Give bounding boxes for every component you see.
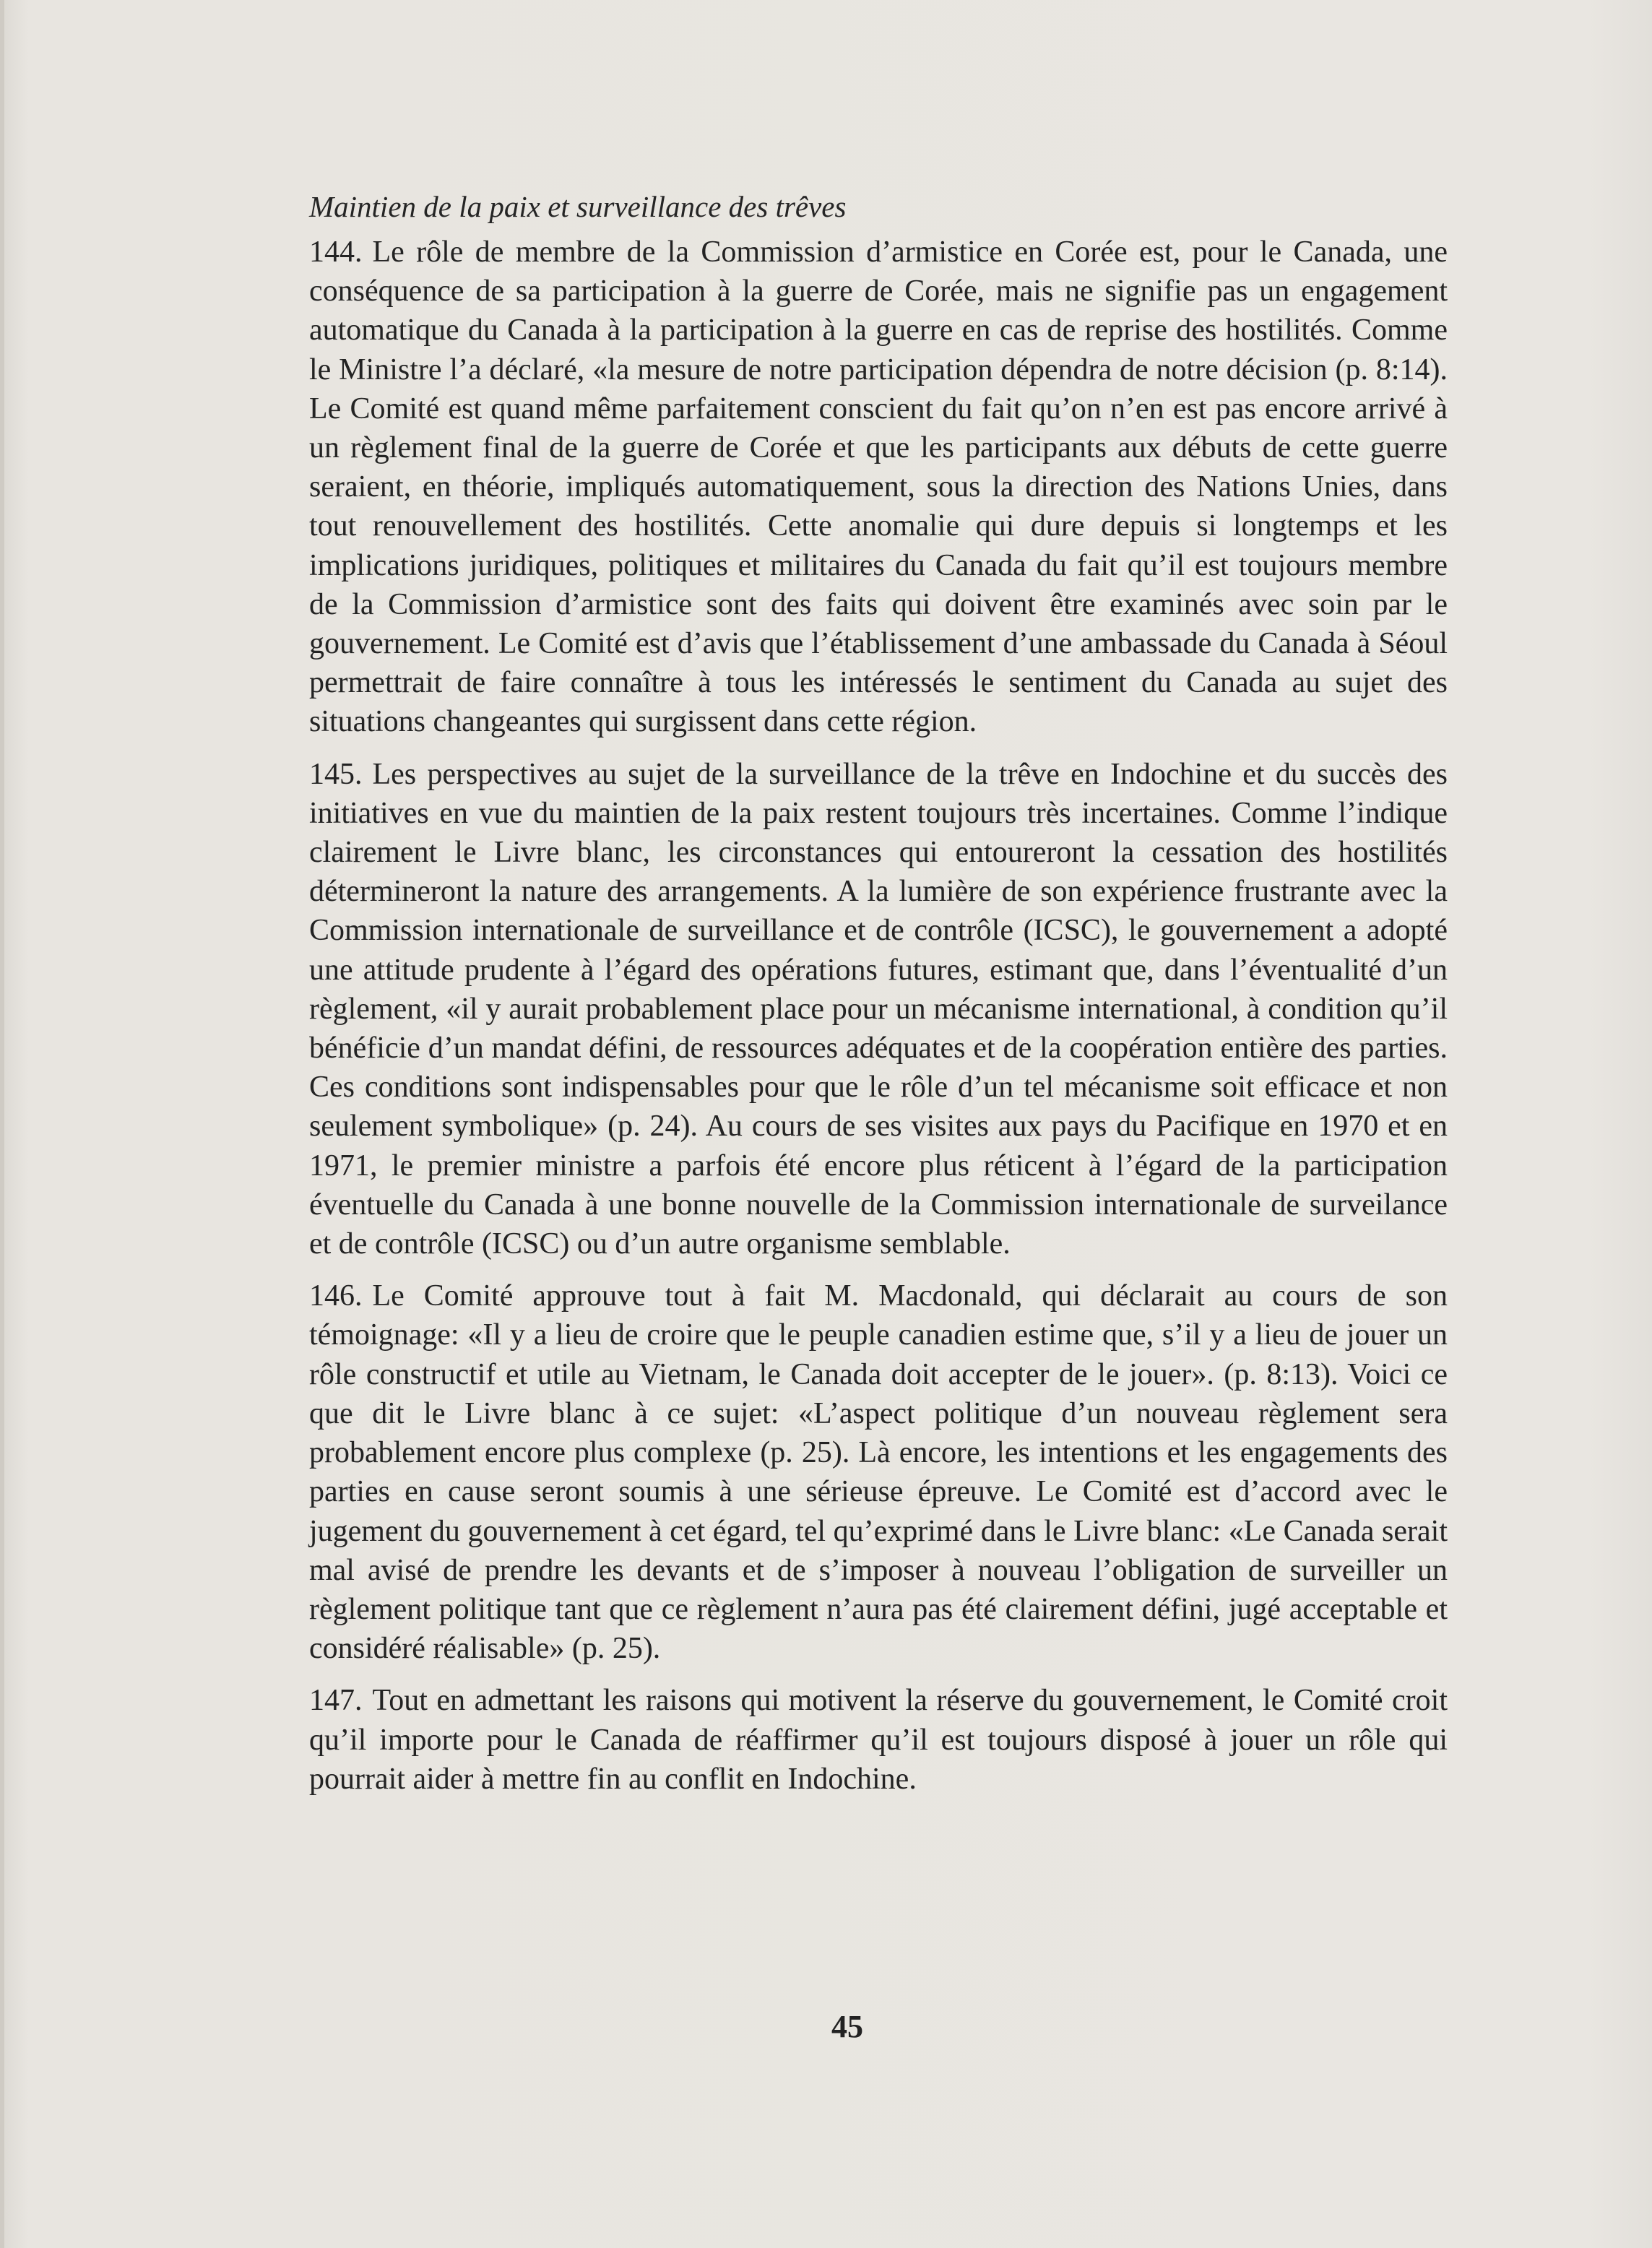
paragraph-number: 147. — [309, 1684, 363, 1718]
paragraph-144 — [309, 233, 1448, 742]
page-content — [309, 186, 1448, 1812]
paragraph-145 — [309, 755, 1448, 1264]
paragraph-text: Le Comité approuve tout à fait M. Macdonald, qui déclarait au cours de son témoignage: «Il y a lieu de croire que le peuple canadien estime que, s’il y a lieu de jouer un rôle constructif et utile au Vietnam, le Canada doit accepter de le jouer». (p. 8:13). Voici ce que dit le Livre blanc à ce sujet: «L’aspect politique d’un nouveau règlement sera probablement encore plus complexe (p. 25). Là encore, les intentions et les engagements des parties en cause seront soumis à une sérieuse épreuve. Le Comité est d’accord avec le jugement du gouvernement à cet égard, tel qu’exprimé dans le Livre blanc: «Le Canada serait mal avisé de prendre les devants et de s’imposer à nouveau l’obligation de surveiller un règlement politique tant que ce règlement n’aura pas été clairement défini, jugé acceptable et considéré réalisable» (p. 25). — [309, 1279, 1448, 1666]
paragraph-number: 145. — [309, 757, 363, 791]
paragraph-146 — [309, 1276, 1448, 1668]
section-title: Maintien de la paix et surveillance des trêves — [309, 190, 847, 223]
page-number: 45 — [831, 2009, 863, 2044]
paragraph-text: Tout en admettant les raisons qui motivent la réserve du gouvernement, le Comité croit qu’il importe pour le Canada de réaffirmer qu’il est toujours disposé à jouer un rôle qui pourrait aider à mettre fin au conflit en Indochine. — [309, 1684, 1448, 1796]
page-binding-edge — [0, 0, 4, 2248]
paragraph-text: Les perspectives au sujet de la surveillance de la trêve en Indochine et du succès des initiatives en vue du maintien de la paix restent toujours très incertaines. Comme l’indique clairement le Livre blanc, les circonstances qui entoureront la cessation des hostilités détermineront la nature des arrangements. A la lumière de son expérience frustrante avec la Commission internationale de surveillance et de contrôle (ICSC), le gouvernement a adopté une attitude prudente à l’égard des opérations futures, estimant que, dans l’éventualité d’un règlement, «il y aurait probablement place pour un mécanisme international, à condition qu’il bénéficie d’un mandat défini, de ressources adéquates et de la coopération entière des parties. Ces conditions sont indispensables pour que le rôle d’un tel mécanisme soit efficace et non seulement symbolique» (p. 24). Au cours de ses visites aux pays du Pacifique en 1970 et en 1971, le premier ministre a parfois été encore plus réticent à l’égard de la participation éventuelle du Canada à une bonne nouvelle de la Commission internationale de surveilance et de contrôle (ICSC) ou d’un autre organisme semblable. — [309, 757, 1448, 1261]
paragraph-147 — [309, 1681, 1448, 1799]
paragraph-number: 146. — [309, 1279, 363, 1313]
paragraph-text: Le rôle de membre de la Commission d’armistice en Corée est, pour le Canada, une conséquence de sa participation à la guerre de Corée, mais ne signifie pas un engagement automatique du Canada à la participation à la guerre en cas de reprise des hostilités. Comme le Ministre l’a déclaré, «la mesure de notre participation dépendra de notre décision (p. 8:14). Le Comité est quand même parfaitement conscient du fait qu’on n’en est pas encore arrivé à un règlement final de la guerre de Corée et que les participants aux débuts de cette guerre seraient, en théorie, impliqués automatiquement, sous la direction des Nations Unies, dans tout renouvellement des hostilités. Cette anomalie qui dure depuis si longtemps et les implications juridiques, politiques et militaires du Canada du fait qu’il est toujours membre de la Commission d’armistice sont des faits qui doivent être examinés avec soin par le gouvernement. Le Comité est d’avis que l’établissement d’une ambassade du Canada à Séoul permettrait de faire connaître à tous les intéressés le sentiment du Canada au sujet des situations changeantes qui surgissent dans cette région. — [309, 235, 1448, 739]
paragraph-number: 144. — [309, 235, 363, 269]
